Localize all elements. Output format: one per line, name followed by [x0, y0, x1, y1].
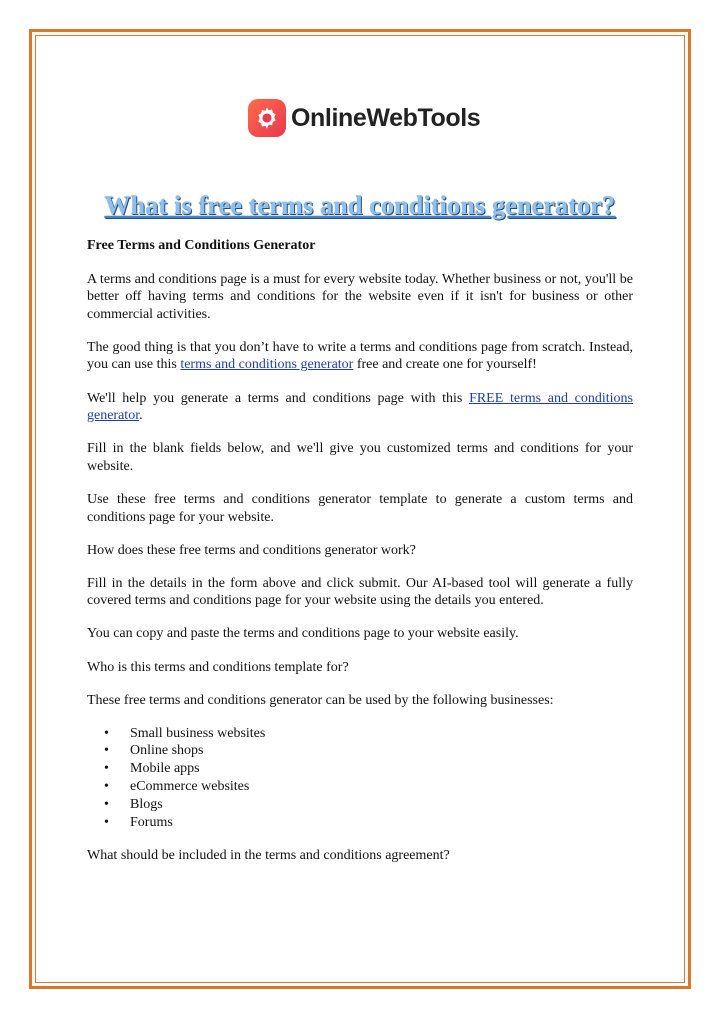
gear-icon	[248, 99, 286, 137]
question-what-included: What should be included in the terms and conditions agreement?	[87, 848, 450, 864]
paragraph-template: Use these free terms and conditions generator template to generate a custom terms and conditions page for your website.	[87, 491, 633, 525]
section-title: Free Terms and Conditions Generator	[87, 238, 316, 253]
question-how-it-works: How does these free terms and conditions generator work?	[87, 542, 416, 558]
paragraph-copy-paste: You can copy and paste the terms and conditions page to your website easily.	[87, 626, 519, 642]
paragraph-fill-fields: Fill in the blank fields below, and we'll give you customized terms and conditions for your website.	[87, 441, 633, 474]
paragraph-businesses-intro: These free terms and conditions generator can be used by the following businesses:	[87, 692, 554, 708]
onlinewebtools-logo	[248, 98, 480, 138]
free-generator-link[interactable]: FREE terms and conditions generator	[87, 390, 633, 424]
list-item: • Small business websites	[87, 725, 633, 743]
paragraph-text: We'll help you generate a terms and conditions page with this	[87, 390, 470, 406]
question-who-for: Who is this terms and conditions template for?	[87, 659, 349, 675]
list-item: • eCommerce websites	[87, 778, 633, 796]
paragraph-how-it-works: Fill in the details in the form above and click submit. Our AI-based tool will generate a fully covered terms and conditions page for your website using the details you entered.	[87, 575, 633, 609]
list-item: • Forums	[87, 814, 633, 832]
terms-generator-link[interactable]: terms and conditions generator	[180, 357, 354, 373]
paragraph-free-generator	[87, 390, 633, 425]
page-title: What is free terms and conditions generator?	[104, 191, 616, 220]
logo-text: OnlineWebTools	[291, 103, 481, 132]
business-list	[87, 725, 633, 832]
list-item: • Blogs	[87, 796, 633, 814]
paragraph-generator-link	[87, 339, 633, 374]
article-body	[87, 237, 633, 881]
list-item: • Mobile apps	[87, 760, 633, 778]
paragraph-text: free and create one for yourself!	[353, 357, 537, 373]
paragraph-text: The good thing is that you don’t have to write a terms and conditions page from scratch. Instead, you can use this	[87, 339, 633, 373]
paragraph-text: .	[139, 408, 143, 424]
list-item: • Online shops	[87, 742, 633, 760]
paragraph-intro: A terms and conditions page is a must for every website today. Whether business or not, you'll be better off having terms and conditions for the website even if it isn't for business or other commercial activities.	[87, 271, 633, 322]
